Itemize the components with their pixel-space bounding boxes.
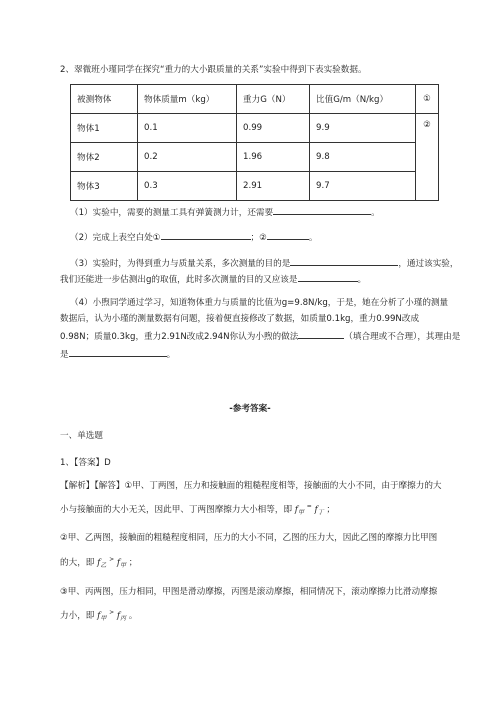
table-cell: 物体1 bbox=[71, 114, 138, 143]
analysis-p1-line-1: 【解析】【解答】①甲、丁两图，压力和接触面的粗糙程度相等，接触面的大小不同，由于摩擦力的大 bbox=[60, 481, 442, 491]
table-row bbox=[71, 172, 439, 201]
question-4-line-3 bbox=[60, 329, 460, 343]
table-cell: 0.2 bbox=[138, 143, 237, 172]
formula-f-bing: $f_丙$ bbox=[116, 611, 127, 622]
q2-text: （2）完成上表空白处① bbox=[70, 233, 161, 243]
question-intro: 2、翠微班小瑾同学在探究“重力的大小跟质量的关系”实验中得到下表实验数据。 bbox=[60, 65, 367, 75]
section-title: 一、单选题 bbox=[60, 431, 103, 441]
q4-end: 。 bbox=[166, 350, 176, 360]
q2-mid: ；② bbox=[250, 233, 267, 243]
analysis-p3-line-1: ③甲、丙两图，压力相同，甲图是滑动摩擦，丙图是滚动摩擦，相同情况下，滚动摩擦力比滑动摩擦 bbox=[60, 587, 438, 597]
q4-text: 0.98N；质量0.3kg，重力2.91N改成2.94N你认为小煦的做法 bbox=[60, 332, 299, 342]
formula-f-jia: $f_甲$ bbox=[97, 611, 107, 622]
formula-operator: > bbox=[109, 609, 115, 616]
table-row bbox=[71, 143, 439, 172]
table-cell: 0.3 bbox=[138, 172, 237, 201]
q4-text-4: 是 bbox=[60, 350, 69, 360]
table-header-cell: ① bbox=[416, 85, 439, 114]
table-cell: 物体2 bbox=[71, 143, 138, 172]
answers-heading: -参考答案- bbox=[229, 404, 271, 414]
answer-blank bbox=[298, 329, 344, 339]
answer-blank bbox=[273, 205, 371, 215]
question-3-line-2 bbox=[60, 272, 366, 286]
formula-f-jia: $f_甲$ bbox=[116, 558, 127, 569]
answer-blank bbox=[298, 272, 358, 282]
table-cell: 2.91 bbox=[237, 172, 310, 201]
table-cell: 0.1 bbox=[138, 114, 237, 143]
q1-text: （1）实验中，需要的测量工具有弹簧测力计，还需要 bbox=[70, 208, 274, 218]
table-header-cell: 被测物体 bbox=[71, 85, 138, 114]
table-cell: 1.96 bbox=[237, 143, 310, 172]
table-header-cell: 重力G（N） bbox=[237, 85, 310, 114]
experiment-table bbox=[70, 84, 439, 201]
answer-blank bbox=[161, 230, 251, 240]
q3-text-2: 我们还能进一步估测出g的取值，此时多次测量的目的又应该是 bbox=[60, 275, 298, 285]
table-header-cell: 物体质量m（kg） bbox=[138, 85, 237, 114]
q3-cont: ，通过该实验， bbox=[398, 259, 459, 269]
p3-text: 力小，即 bbox=[60, 611, 95, 621]
formula-f-yi: $f_乙$ bbox=[97, 558, 107, 569]
table-cell: 9.8 bbox=[310, 143, 416, 172]
analysis-p3-line-2 bbox=[60, 607, 137, 625]
q3-end: 。 bbox=[357, 275, 367, 285]
table-cell: 9.7 bbox=[310, 172, 416, 201]
answer-blank bbox=[267, 230, 309, 240]
question-2 bbox=[70, 230, 317, 244]
question-4-line-4 bbox=[60, 347, 175, 361]
formula-f-jia: $f_甲$ bbox=[294, 505, 304, 516]
table-row bbox=[71, 114, 439, 143]
formula-operator: > bbox=[109, 556, 115, 563]
question-3-line-1 bbox=[70, 256, 458, 270]
q4-cont: （填合理或不合理），其理由是 bbox=[344, 332, 461, 342]
table-header-cell: 比值G/m（N/kg） bbox=[310, 85, 416, 114]
p2-text: 的大，即 bbox=[60, 558, 95, 568]
q3-text: （3）实验时，为得到重力与质量关系，多次测量的目的是 bbox=[70, 259, 291, 269]
analysis-p2-line-2 bbox=[60, 554, 137, 572]
p1-end: ； bbox=[326, 505, 336, 515]
p2-end: ； bbox=[128, 558, 138, 568]
answer-blank bbox=[290, 256, 398, 266]
p1-text: 小与接触面的大小无关，因此甲、丁两图摩擦力大小相等，即 bbox=[60, 505, 293, 515]
question-4-line-2: 数据后，认为小瑾的测量数据有问题，接着便直接修改了数据，如质量0.1kg，重力0.99N改成 bbox=[60, 314, 420, 324]
question-4-line-1: （4）小煦同学通过学习，知道物体重力与质量的比值为g=9.8N/kg，于是，她在分析了小瑾的测量 bbox=[70, 298, 449, 308]
analysis-p2-line-1: ②甲、乙两图，接触面的粗糙程度相同，压力的大小不同，乙图的压力大，因此乙图的摩擦力比甲图 bbox=[60, 533, 438, 543]
table-cell: 9.9 bbox=[310, 114, 416, 143]
question-1 bbox=[70, 205, 380, 219]
table-cell: 0.99 bbox=[237, 114, 310, 143]
formula-operator: = bbox=[306, 503, 312, 510]
table-header-row bbox=[71, 85, 439, 114]
analysis-p1-line-2 bbox=[60, 501, 335, 519]
table-cell-mark: ② bbox=[416, 114, 439, 201]
q1-end: 。 bbox=[371, 208, 380, 218]
table-cell: 物体3 bbox=[71, 172, 138, 201]
answer-blank bbox=[69, 347, 167, 357]
formula-f-ding: $f_丁$ bbox=[314, 505, 324, 516]
q2-end: 。 bbox=[308, 233, 318, 243]
p3-end: 。 bbox=[128, 611, 138, 621]
answer-item: 1、【答案】D bbox=[60, 458, 111, 468]
